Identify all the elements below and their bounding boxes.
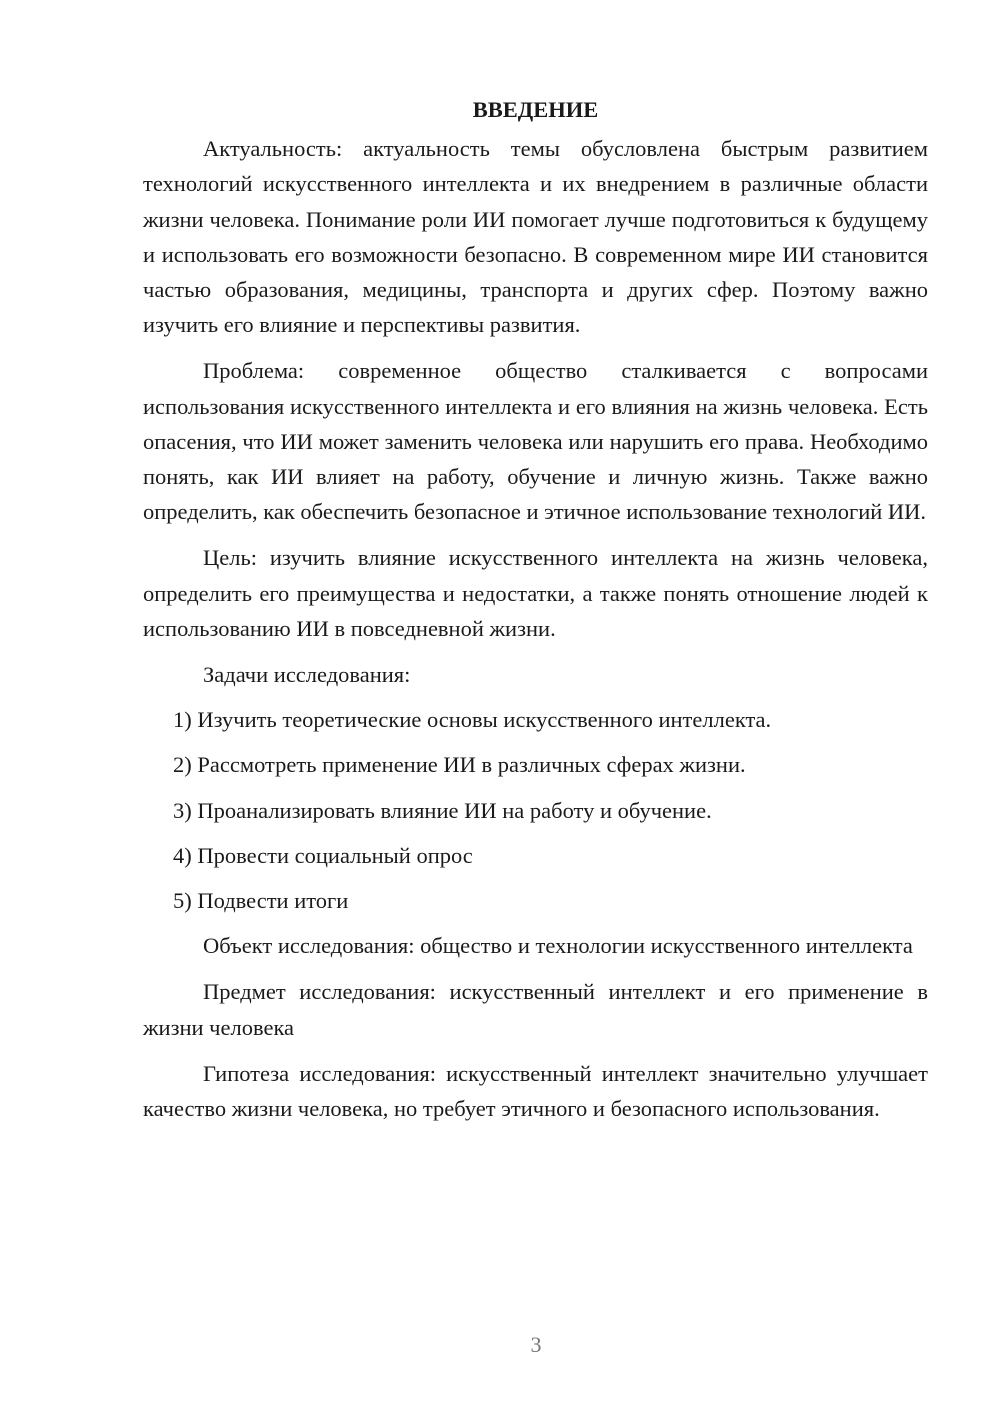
list-item: 1) Изучить теоретические основы искусственного интеллекта. (173, 707, 772, 733)
list-item: 5) Подвести итоги (173, 888, 349, 914)
problem-paragraph: Проблема: современное общество сталкивается с вопросами использования искусственного интеллекта и его влияния на жизнь человека. Есть опасения, что ИИ может заменить человека или нарушить его права. Необходимо понять, как ИИ влияет на работу, обучение и личную жизнь. Также важно определить, как обеспечить безопасное и этичное использование технологий ИИ. (143, 358, 928, 525)
relevance-paragraph: Актуальность: актуальность темы обусловлена быстрым развитием технологий искусственного интеллекта и их внедрением в различные области жизни человека. Понимание роли ИИ помогает лучше подготовиться к будущему и использовать его возможности безопасно. В современном мире ИИ становится частью образования, медицины, транспорта и других сфер. Поэтому важно изучить его влияние и перспективы развития. (143, 136, 928, 338)
goal-paragraph: Цель: изучить влияние искусственного интеллекта на жизнь человека, определить его преимущества и недостатки, а также понять отношение людей к использованию ИИ в повседневной жизни. (143, 545, 928, 641)
list-item: 2) Рассмотреть применение ИИ в различных сферах жизни. (173, 752, 746, 778)
document-body (143, 92, 928, 1137)
page-number: 3 (530, 1332, 542, 1357)
tasks-list (143, 702, 928, 918)
list-item: 3) Проанализировать влияние ИИ на работу и обучение. (173, 797, 712, 823)
subject-paragraph: Предмет исследования: искусственный интеллект и его применение в жизни человека (143, 979, 928, 1040)
list-item: 4) Провести социальный опрос (173, 842, 473, 868)
hypothesis-paragraph: Гипотеза исследования: искусственный интеллект значительно улучшает качество жизни человека, но требует этичного и безопасного использования. (143, 1060, 928, 1122)
object-paragraph: Объект исследования: общество и технологии искусственного интеллекта (203, 933, 913, 959)
page-title: ВВЕДЕНИЕ (472, 97, 599, 122)
tasks-heading: Задачи исследования: (203, 662, 411, 688)
